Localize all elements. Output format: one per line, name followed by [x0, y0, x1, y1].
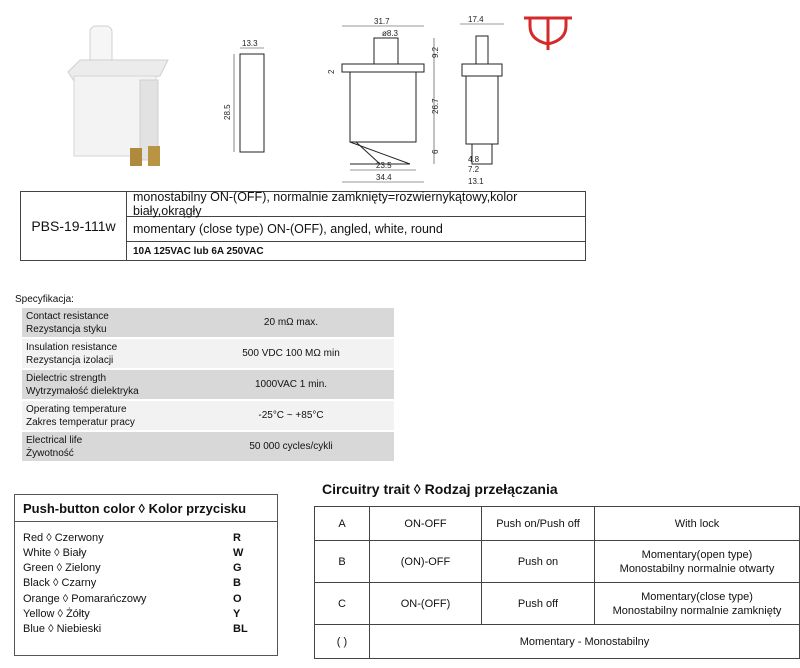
color-box-title: Push-button color ◊ Kolor przycisku: [23, 501, 247, 516]
spec-label: Specyfikacja:: [15, 294, 74, 305]
dim-front-h3: 6: [431, 149, 440, 154]
spec-row: [22, 400, 394, 431]
circuit-type: ON-OFF: [370, 507, 482, 541]
dim-front-h1: 9.2: [431, 46, 440, 58]
color-box: [14, 494, 278, 656]
spec-table: [22, 308, 394, 463]
circuit-action: Push on: [482, 541, 595, 583]
circuitry-title: Circuitry trait ◊ Rodzaj przełączania: [322, 481, 558, 497]
circuit-desc: Momentary(open type) Monostabilny normalnie otwarty: [595, 541, 800, 583]
circuitry-row: [315, 625, 800, 659]
spec-name: Operating temperature Zakres temperatur pracy: [22, 400, 184, 431]
circuitry-row: [315, 541, 800, 583]
color-item-label: Blue ◊ Niebieski: [23, 623, 102, 635]
color-item-label: Black ◊ Czarny: [23, 577, 97, 589]
color-item-code: G: [233, 562, 242, 574]
spec-row: [22, 431, 394, 462]
circuit-key: A: [315, 507, 370, 541]
color-item-code: BL: [233, 623, 248, 635]
circuit-footer-text: Momentary - Monostabilny: [370, 625, 800, 659]
dim-end-t2: 7.2: [468, 165, 480, 174]
spec-value: 20 mΩ max.: [184, 308, 394, 338]
circuit-action: Push on/Push off: [482, 507, 595, 541]
spec-row: [22, 338, 394, 369]
spec-value: 500 VDC 100 MΩ min: [184, 338, 394, 369]
product-desc-en: momentary (close type) ON-(OFF), angled, white, round: [127, 217, 585, 242]
dim-end-t3: 13.1: [468, 177, 484, 186]
dim-side-height: 28.5: [223, 104, 232, 120]
dim-front-b1: 23.5: [376, 161, 392, 170]
spec-row: [22, 308, 394, 338]
dim-end-top: 17.4: [468, 15, 484, 24]
color-box-divider: [15, 521, 277, 522]
circuit-desc: Momentary(close type) Monostabilny normalnie zamknięty: [595, 583, 800, 625]
circuitry-table: [314, 506, 800, 659]
product-code: PBS-19-111w: [21, 192, 127, 260]
dim-front-width: 31.7: [374, 17, 390, 26]
dim-end-t1: 4.8: [468, 155, 480, 164]
spec-value: -25°C ~ +85°C: [184, 400, 394, 431]
spec-name: Insulation resistance Rezystancja izolacji: [22, 338, 184, 369]
color-item-label: Orange ◊ Pomarańczowy: [23, 593, 147, 605]
color-item-label: Green ◊ Zielony: [23, 562, 101, 574]
dim-front-gap: 2: [327, 69, 336, 74]
spec-value: 50 000 cycles/cykli: [184, 431, 394, 462]
dim-side-width: 13.3: [242, 40, 258, 48]
circuit-type: ON-(OFF): [370, 583, 482, 625]
dim-front-diameter: ø8.3: [382, 29, 399, 38]
product-rating: 10A 125VAC lub 6A 250VAC: [133, 245, 264, 257]
product-table: [20, 191, 586, 261]
product-photo: [60, 20, 180, 180]
circuit-action: Push off: [482, 583, 595, 625]
color-item-code: O: [233, 593, 242, 605]
color-item-label: Yellow ◊ Żółty: [23, 608, 90, 620]
spec-name: Contact resistance Rezystancja styku: [22, 308, 184, 338]
end-view-drawing: [456, 14, 512, 186]
color-item-code: B: [233, 577, 241, 589]
spec-row: [22, 369, 394, 400]
spec-name: Electrical life Żywotność: [22, 431, 184, 462]
circuit-key: ( ): [315, 625, 370, 659]
company-logo: [520, 14, 576, 54]
color-item-label: White ◊ Biały: [23, 547, 87, 559]
circuit-type: (ON)-OFF: [370, 541, 482, 583]
circuit-key: B: [315, 541, 370, 583]
product-desc-pl: monostabilny ON-(OFF), normalnie zamknięty=rozwiernykątowy,kolor biały,okrągły: [127, 192, 585, 217]
color-item-code: R: [233, 532, 241, 544]
spec-name: Dielectric strength Wytrzymałość dielektryka: [22, 369, 184, 400]
color-item-code: W: [233, 547, 244, 559]
circuit-key: C: [315, 583, 370, 625]
circuitry-row: [315, 583, 800, 625]
dim-front-h2: 26.7: [431, 98, 440, 114]
spec-value: 1000VAC 1 min.: [184, 369, 394, 400]
circuitry-row: [315, 507, 800, 541]
color-item-code: Y: [233, 608, 241, 620]
dim-front-b2: 34.4: [376, 173, 392, 182]
side-view-drawing: [222, 40, 282, 160]
color-item-label: Red ◊ Czerwony: [23, 532, 104, 544]
circuit-desc: With lock: [595, 507, 800, 541]
front-view-drawing: [320, 14, 448, 186]
